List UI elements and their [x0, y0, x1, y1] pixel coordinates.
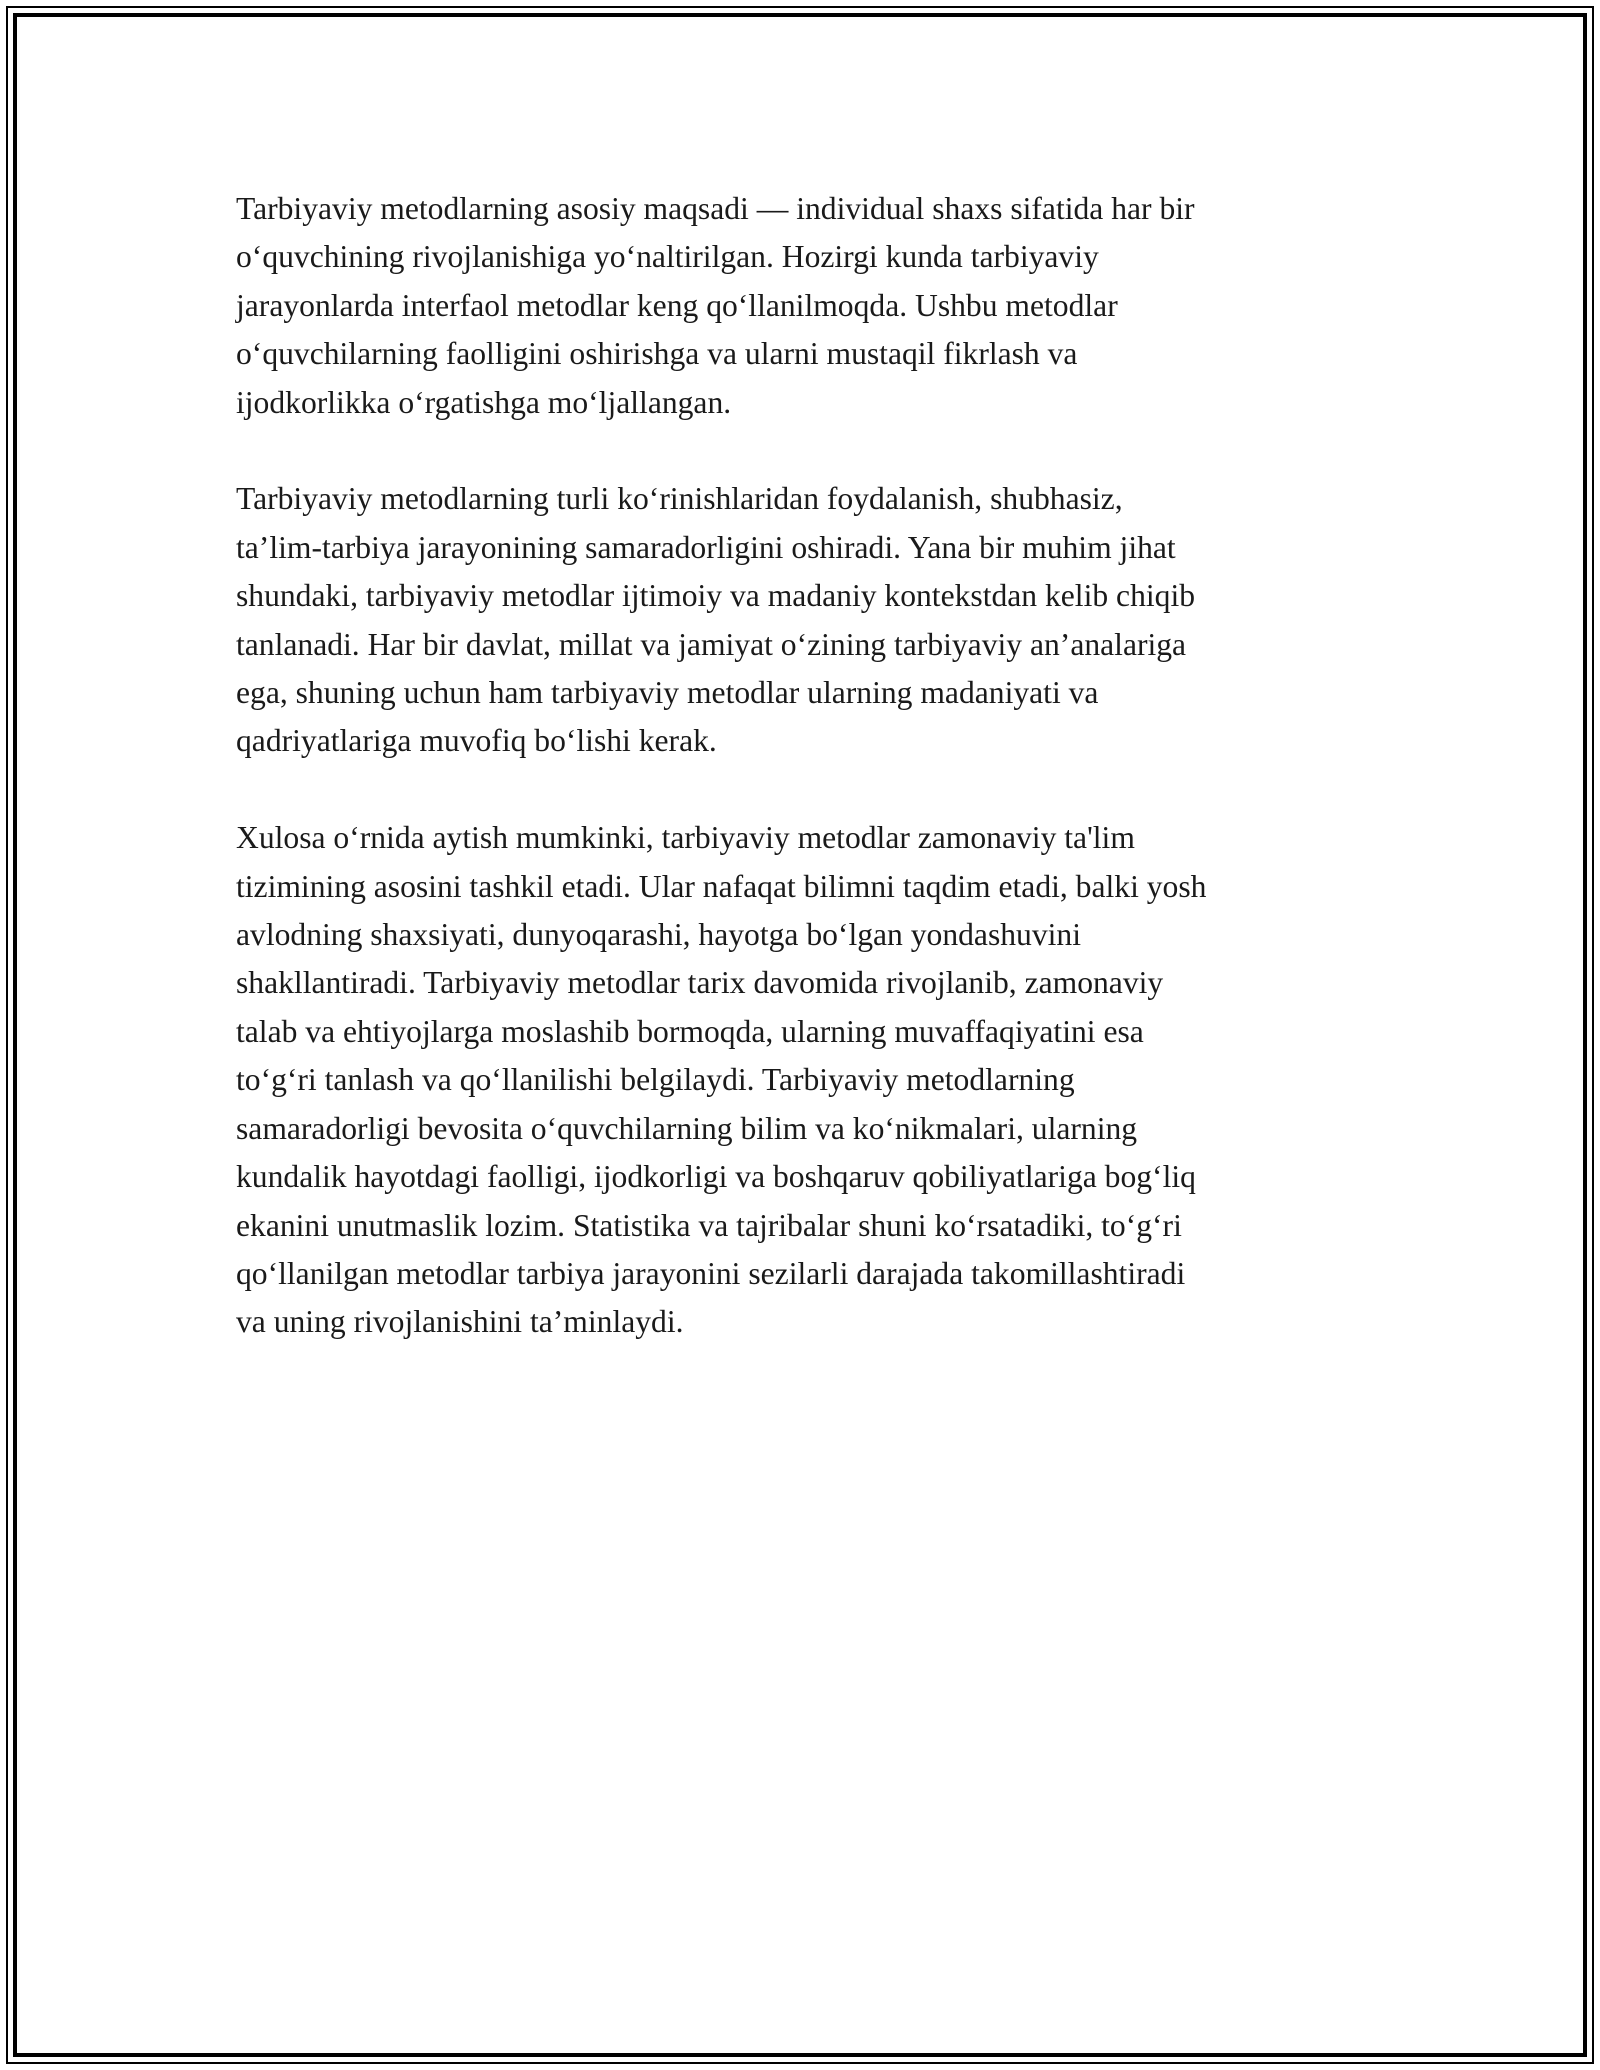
text-line: qadriyatlariga muvofiq bo‘lishi kerak. — [236, 723, 717, 759]
text-line: avlodning shaxsiyati, dunyoqarashi, hayotga bo‘lgan yondashuvini — [236, 917, 1081, 953]
text-line: jarayonlarda interfaol metodlar keng qo‘llanilmoqda. Ushbu metodlar — [236, 287, 1118, 323]
text-line: o‘quvchining rivojlanishiga yo‘naltirilgan. Hozirgi kunda tarbiyaviy — [236, 239, 1099, 275]
text-line: va uning rivojlanishini ta’minlaydi. — [236, 1304, 684, 1340]
text-line: ekanini unutmaslik lozim. Statistika va tajribalar shuni ko‘rsatadiki, to‘g‘ri — [236, 1207, 1182, 1243]
paragraph-2 — [236, 475, 1376, 765]
text-line: shundaki, tarbiyaviy metodlar ijtimoiy va madaniy kontekstdan kelib chiqib — [236, 578, 1196, 614]
text-line: Xulosa o‘rnida aytish mumkinki, tarbiyaviy metodlar zamonaviy ta'lim — [236, 820, 1135, 856]
text-line: ijodkorlikka o‘rgatishga mo‘ljallangan. — [236, 384, 732, 420]
text-line: ega, shuning uchun ham tarbiyaviy metodlar ularning madaniyati va — [236, 675, 1099, 711]
text-line: ta’lim-tarbiya jarayonining samaradorligini oshiradi. Yana bir muhim jihat — [236, 529, 1176, 565]
paragraph-3 — [236, 814, 1376, 1346]
text-line: tanlanadi. Har bir davlat, millat va jamiyat o‘zining tarbiyaviy an’analariga — [236, 626, 1187, 662]
text-line: shakllantiradi. Tarbiyaviy metodlar tarix davomida rivojlanib, zamonaviy — [236, 965, 1164, 1001]
text-line: talab va ehtiyojlarga moslashib bormoqda, ularning muvaffaqiyatini esa — [236, 1013, 1144, 1049]
paragraph-1 — [236, 185, 1376, 427]
text-line: tizimining asosini tashkil etadi. Ular nafaqat bilimni taqdim etadi, balki yosh — [236, 868, 1207, 904]
text-line: kundalik hayotdagi faolligi, ijodkorligi va boshqaruv qobiliyatlariga bog‘liq — [236, 1159, 1196, 1195]
text-line: Tarbiyaviy metodlarning turli ko‘rinishlaridan foydalanish, shubhasiz, — [236, 481, 1123, 517]
text-line: qo‘llanilgan metodlar tarbiya jarayonini sezilarli darajada takomillashtiradi — [236, 1255, 1186, 1291]
text-line: to‘g‘ri tanlash va qo‘llanilishi belgilaydi. Tarbiyaviy metodlarning — [236, 1062, 1075, 1098]
text-line: samaradorligi bevosita o‘quvchilarning bilim va ko‘nikmalari, ularning — [236, 1110, 1138, 1146]
text-line: o‘quvchilarning faolligini oshirishga va ularni mustaqil fikrlash va — [236, 336, 1078, 372]
text-line: Tarbiyaviy metodlarning asosiy maqsadi — individual shaxs sifatida har bir — [236, 191, 1195, 226]
document-body — [236, 185, 1376, 1395]
